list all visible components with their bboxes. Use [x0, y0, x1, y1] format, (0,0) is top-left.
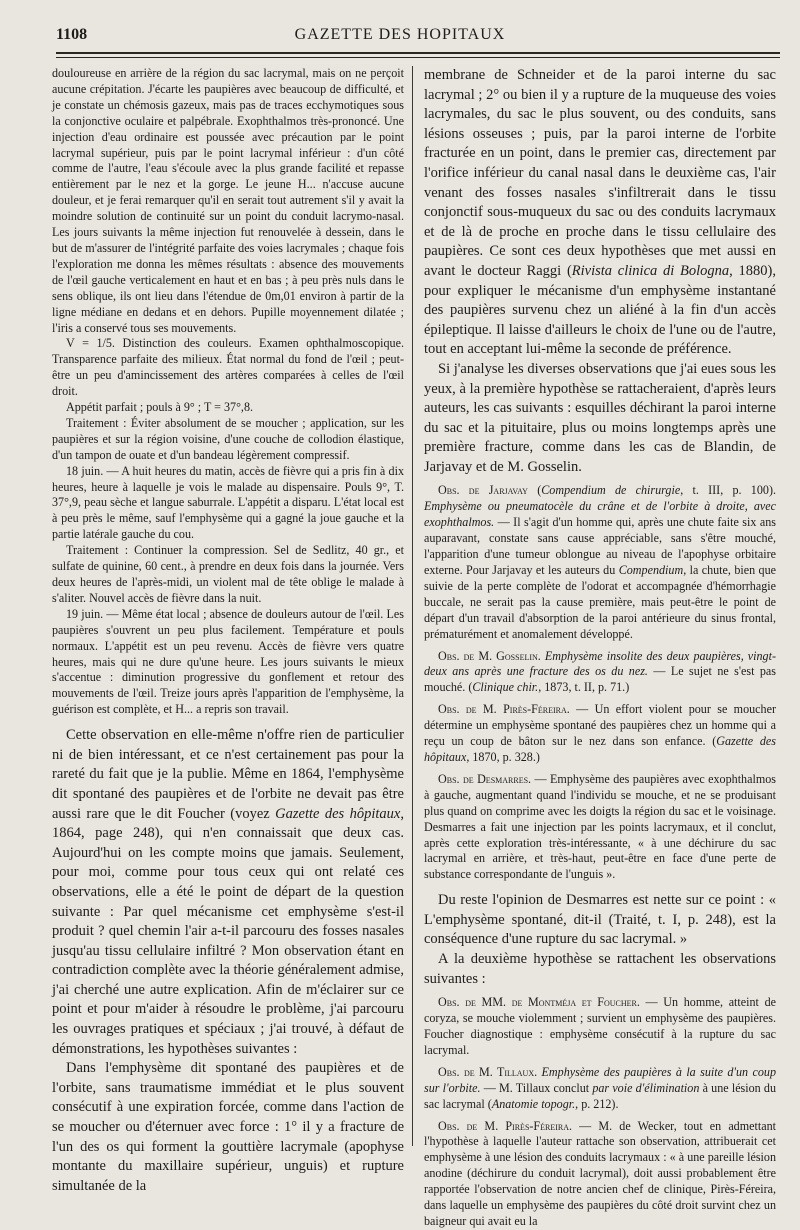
- obs-desmarres-label: Obs. de Desmarres.: [438, 771, 532, 786]
- obs-pires-2-text: — M. de Wecker, tout en admettant l'hypothèse à laquelle l'auteur rattache son observation, attribuerait cet emphysème à une lésion des conduits lacrymaux : « à une pareille lésion anodine (déchirure du conduit lacrymal), doit aussi probablement être rapportée l'observation de notre ancien chef de clinique, Pirès-Féreira, dans laquelle un emphysème des paupières du côté droit survint chez un baigneur qui avait eu la: [424, 1118, 777, 1228]
- obs-tillaux-source: Anatomie topogr.: [491, 1096, 576, 1111]
- paragraph-desmarres-opinion: Du reste l'opinion de Desmarres est nette sur ce point : « L'emphysème spontané, dit-il (Traité, t. I, p. 248), est la conséquence d'une rupture du sac lacrymal. »: [424, 892, 776, 948]
- observation-montmeja-foucher: [424, 995, 776, 1059]
- obs-tillaux-title: Emphysème des paupières à la suite d'un coup sur l'orbite.: [424, 1064, 776, 1095]
- obs-gosselin-title: Emphysème insolite des deux paupières, vingt-deux ans après une fracture des os du nez.: [424, 648, 776, 679]
- obs-tillaux-text-2: à une lésion du sac lacrymal (: [424, 1080, 777, 1111]
- obs-jarjavay-title: Emphysème ou pneumatocèle du crâne et de l'orbite à droite, avec exophthalmos.: [424, 499, 776, 530]
- obs-tillaux-label: Obs. de M. Tillaux.: [438, 1064, 538, 1079]
- observation-tillaux: [424, 1065, 776, 1113]
- hypotheses-citation: Rivista clinica di Bologna: [571, 262, 730, 279]
- paragraph-vision: V = 1/5. Distinction des couleurs. Examen ophthalmoscopique. Transparence parfaite des milieux. État normal du fond de l'œil ; peut-être un peu d'amincissement des artères comparées à celles de l'œil droit.: [52, 336, 404, 399]
- obs-jarjavay-ref: , t. III, p. 100).: [680, 483, 776, 498]
- paragraph-june-18: 18 juin. — A huit heures du matin, accès de fièvre qui a pris fin à dix heures, heure à laquelle je vois le malade au dispensaire. Pouls 9°, T. 37°,9, peau sèche et langue saburrale. L'appétit a disparu. L'état local est à peu près le même, sauf l'emphysème qui a gagné la joue gauche et la partie latérale gauche du cou.: [52, 463, 404, 542]
- page-header: [0, 0, 800, 62]
- obs-jarjavay-text-2: , la chute, bien que suivie de la perte complète de l'odorat et accompagnée d'hémorrhagie buccale, ne serait pas la cause première, mais peut-être le point de départ d'un travail d'absorption de la paroi antérieure du sinus frontal, prématurément et anomalement développé.: [424, 563, 777, 641]
- obs-tillaux-method: par voie d'élimination: [592, 1080, 700, 1095]
- paragraph-second-hypothesis: A la deuxième hypothèse se rattachent les observations suivantes :: [424, 951, 776, 987]
- paragraph-treatment-2: Traitement : Continuer la compression. Sel de Sedlitz, 40 gr., et sulfate de quinine, 60 cent., à prendre en deux fois dans la journée. Vers deux heures de l'après-midi, un violent mal de tête oblige le malade à s'aliter. Nouvel accès de fièvre dans la nuit.: [52, 543, 404, 605]
- obs-jarjavay-source: Compendium de chirurgie: [541, 483, 681, 498]
- header-rule-thin: [56, 57, 780, 58]
- obs-jarjavay-text: — Il s'agit d'un homme qui, après une chute faite six ans auparavant, constate sans cause appréciable, sans s'être mouché, l'apparition d'une tumeur oblongue au niveau de l'apophyse orbitaire externe. Pour Jarjavay et les auteurs du: [424, 515, 776, 577]
- obs-gosselin-ref: , 1873, t. II, p. 71.): [538, 680, 630, 695]
- paragraph-discussion: [52, 726, 404, 1059]
- obs-desmarres-text: — Emphysème des paupières avec exophthalmos à gauche, augmentant quand l'individu se mouche, et ne se produisant plus quand on comprime avec les doigts la région du sac et le voisinage. Desmarres a fait une injection par les points lacrymaux, et il conclut, après cette exploration très-intéressante, « à une déchirure du sac lacrymal en arrière, et très-haut, peut-être en face d'une perte de substance correspondante de l'unguis ».: [424, 771, 776, 882]
- paragraph-treatment: Traitement : Éviter absolument de se moucher ; application, sur les paupières et sur la région voisine, d'une couche de collodion élastique, d'un tampon de ouate et d'un bandeau légèrement compressif.: [52, 415, 404, 462]
- obs-montmeja-label: Obs. de MM. de Montméja et Foucher.: [438, 995, 640, 1010]
- obs-pires-ref: , 1870, p. 328.): [466, 749, 540, 764]
- observation-pires-fereira: [424, 702, 776, 766]
- observation-desmarres: [424, 772, 776, 883]
- right-column: [424, 66, 777, 1228]
- left-column: [52, 66, 404, 1194]
- discussion-text-b: , 1864, page 248), qui n'en connaissait que deux cas. Aujourd'hui on les compte moins que jamais. Seulement, pour moi, comme pour tous ceux qui ont relaté ces observations, elle a été le point de départ de la question suivante : Par quel mécanisme cet emphysème s'est-il produit ? quel chemin l'air a-t-il parcouru des fosses nasales jusqu'au tissu cellulaire infiltré ? Mon observation étant en contradiction complète avec la théorie généralement admise, j'ai cherché une autre explication. Afin de m'éclairer sur ce point et pour m'aider à résoudre le problème, j'ai parcouru les ouvrages pratiques et spéciaux ; j'ai trouvé, à défaut de démonstrations, les hypothèses suivantes :: [52, 805, 404, 1057]
- observation-jarjavay: Obs. de Jarjavay (Compendium de chirurgie, t. III, p. 100). Emphysème ou pneumatocèle du crâne et de l'orbite à droite, avec exophthalmos. — Il s'agit d'un homme qui, après une chute faite six ans auparavant, constate sans cause appréciable, sans s'être mouché, l'apparition d'une tumeur oblongue au niveau de l'apophyse orbitaire externe. Pour Jarjavay et les auteurs du Compendium, la chute, bien que suivie de la perte complète de l'odorat et accompagnée d'hémorrhagie buccale, ne serait pas la cause première, mais peut-être le point de départ d'un travail d'absorption de la paroi antérieure du sinus frontal, prématurément et anomalement développé.: [424, 483, 777, 641]
- obs-tillaux-ref: , p. 212).: [575, 1096, 619, 1111]
- observation-pires-fereira-2: [424, 1119, 776, 1230]
- obs-gosselin-text: — Le sujet ne s'est pas mouché. (: [424, 664, 777, 695]
- obs-gosselin-source: Clinique chir.: [472, 680, 539, 695]
- paragraph-case-exam: douloureuse en arrière de la région du sac lacrymal, mais on ne perçoit aucune crépitation. J'écarte les paupières avec beaucoup de difficulté, et je constate un chémosis gazeux, mais pas de traces ecchymotiques sous la conjonctive oculaire et palpébrale. Exophthalmos très-prononcé. Une injection d'eau ordinaire est poussée avec précaution par le point lacrymal supérieur, puis par le point lacrymal inférieur : d'un côté comme de l'autre, l'eau s'écoule avec la plus grande facilité et repasse entièrement par le nez et la gorge. Le jeune H... n'accuse aucune douleur, et je ferai remarquer qu'il en serait tout autrement s'il y avait la moindre solution de continuité sur un point du conduit lacrymo-nasal. Les jours suivants la même injection fut renouvelée à dessein, dans le but de m'assurer de l'intégrité parfaite des voies lacrymales ; chaque fois l'exploration me donna les mêmes résultats : absence des mouvements de l'œil gauche verticalement en haut et en bas ; à peu près nuls dans le sens oblique, ils ont lieu dans l'étendue de 0m,01 environ à partir de la ligne médiane en dedans et en dehors. Pupille moyennement dilatée ; l'iris a conservé tous ses mouvements.: [52, 66, 404, 335]
- paragraph-hypothesis-1: Dans l'emphysème dit spontané des paupières et de l'orbite, sans traumatisme immédiat et le plus souvent consécutif à une expiration forcée, comme dans l'action de se moucher ou d'éternuer avec force : 1° il y a fracture de l'un des os qui forment la gouttière lacrymale (apophyse montante du maxillaire supérieur, unguis) et rupture simultanée de la: [52, 1060, 404, 1194]
- obs-pires-2-label: Obs. de M. Pirès-Féreira.: [438, 1118, 573, 1133]
- obs-montmeja-text: — Un homme, atteint de coryza, se mouche violemment ; survient un emphysème des paupières. Foucher diagnostique : emphysème consécutif à la rupture du sac lacrymal.: [424, 995, 776, 1057]
- observation-gosselin: [424, 649, 776, 697]
- paragraph-hypotheses: [424, 66, 776, 360]
- obs-pires-source: Gazette des hôpitaux: [424, 734, 776, 764]
- hypotheses-text-b: , 1880), pour expliquer le mécanisme d'un emphysème instantané des paupières survenu chez un aliéné à la fin d'un accès épileptique. Il laisse d'ailleurs le choix de l'une ou de l'autre, tout en acceptant lui-même la seconde de préférence.: [424, 262, 776, 358]
- obs-jarjavay-label: Obs. de Jarjavay: [438, 483, 528, 498]
- obs-jarjavay-compendium: Compendium: [618, 563, 684, 577]
- journal-title: GAZETTE DES HOPITAUX: [294, 26, 506, 43]
- obs-pires-label: Obs. de M. Pirès-Féreira.: [438, 702, 570, 717]
- paragraph-june-19: 19 juin. — Même état local ; absence de douleurs autour de l'œil. Les paupières s'ouvrent un peu plus facilement. Température et pouls normaux. L'appétit est un peu revenu. Accès de fièvre vers quatre heures, mais qui ne dure qu'une heure. Les jours suivants le mieux s'accentue : diminution progressive du gonflement et retour des mouvements de l'œil. Treize jours après l'apparition de l'emphysème, la guérison est complète, et H... a repris son travail.: [52, 606, 404, 717]
- page-number: 1108: [56, 26, 88, 43]
- column-divider: [412, 66, 413, 1146]
- discussion-citation: Gazette des hôpitaux: [275, 805, 401, 822]
- paragraph-appetite: Appétit parfait ; pouls à 9° ; T = 37°,8.: [66, 400, 254, 415]
- obs-gosselin-label: Obs. de M. Gosselin.: [438, 648, 541, 663]
- obs-pires-text: — Un effort violent pour se moucher détermine un emphysème spontané des paupières chez un homme qui a reçu un coup de bâton sur le nez dans son enfance. (: [424, 702, 776, 749]
- header-rule-thick: [56, 52, 780, 54]
- hypotheses-text-a: membrane de Schneider et de la paroi interne du sac lacrymal ; 2° ou bien il y a rupture de la muqueuse des voies lacrymales, du sac le plus souvent, ou des conduits, sans lésions osseuses ; puis, par la paroi interne de l'orbite fracturée en un point, dans le premier cas, directement par l'orifice inférieur du canal nasal dans le deuxième cas, l'air venant des fosses nasales s'infiltrerait dans le tissu conjonctif sous-muqueux du sac ou des conduits lacrymaux et de là de proche en proche dans le tissu cellulaire des paupières. Ce sont ces deux hypothèses que met aussi en avant le docteur Raggi (: [424, 67, 776, 279]
- paragraph-first-hypothesis-cases: Si j'analyse les diverses observations que j'ai eues sous les yeux, à la première hypothèse se rattacheraient, d'après leurs auteurs, les cas suivants : esquilles déchirant la paroi interne du sac et la pituitaire, plus ou moins longtemps après une première fracture, comme dans les cas de Blandin, de Jarjavay et de M. Gosselin.: [424, 360, 776, 475]
- discussion-text-a: Cette observation en elle-même n'offre rien de particulier ni de bien intéressant, et ce n'est certainement pas pour la rareté du fait que je la publie. Même en 1864, l'emphysème dit spontané des paupières et de l'orbite ne devait pas être aussi rare que le dit Foucher (voyez: [52, 727, 404, 822]
- obs-tillaux-text: — M. Tillaux conclut: [480, 1080, 593, 1095]
